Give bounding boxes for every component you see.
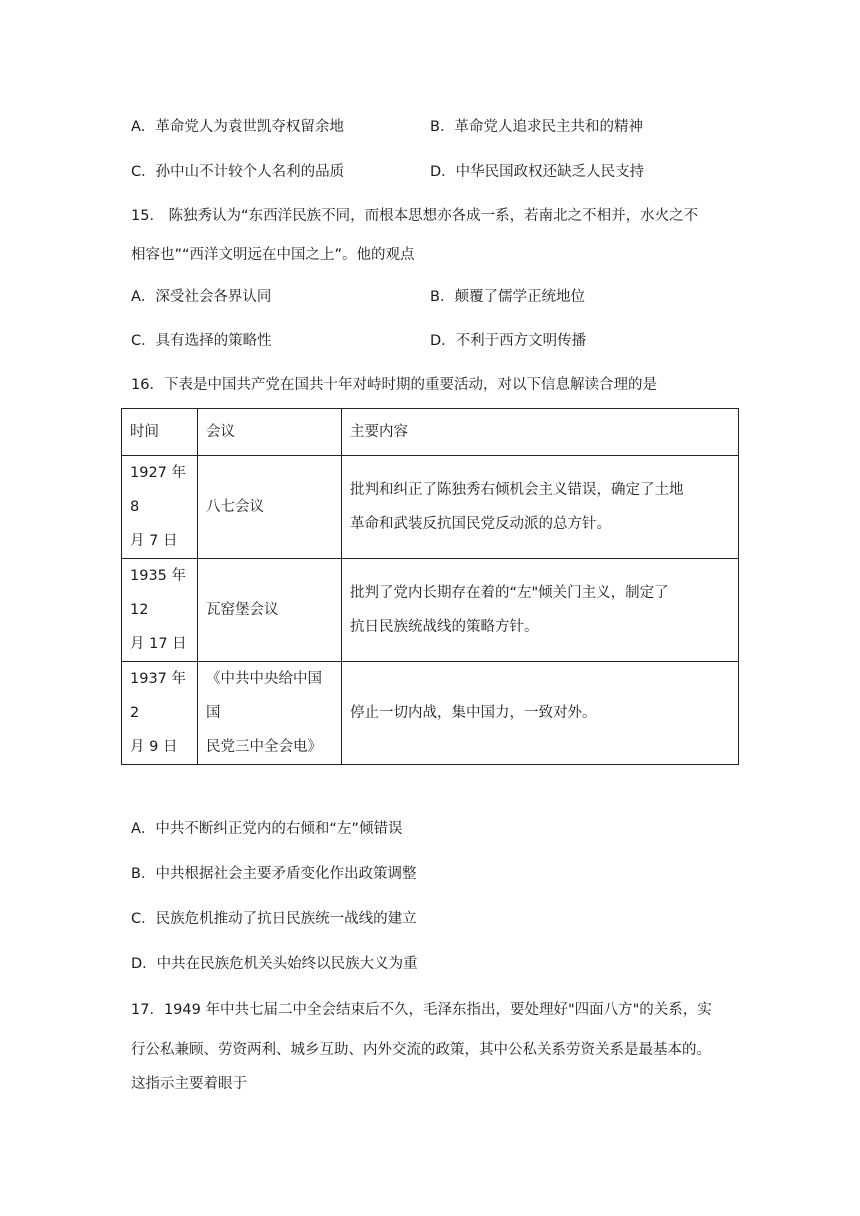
cell-line: 月 17 日 — [130, 636, 187, 652]
cell-time — [122, 662, 198, 765]
cell-content — [342, 662, 739, 765]
option-letter: B． — [131, 866, 156, 882]
q17-stem-line-2: 行公私兼顾、劳资两利、城乡互助、内外交流的政策，其中公私关系劳资关系是最基本的。 — [131, 1042, 711, 1058]
cell-line: 月 7 日 — [130, 533, 178, 549]
option-letter: A． — [131, 821, 156, 837]
q15-stem-line-2: 相容也”“西洋文明远在中国之上”。他的观点 — [131, 247, 415, 263]
table-row — [122, 456, 739, 559]
option-text: 孙中山不计较个人名利的品质 — [155, 164, 345, 180]
option-letter: C． — [131, 333, 156, 349]
cell-line: 月 9 日 — [130, 739, 178, 755]
cell-content — [342, 456, 739, 559]
q16-option-d — [131, 954, 418, 974]
cell-line: 抗日民族统战线的策略方针。 — [350, 619, 539, 635]
q16-option-a — [131, 819, 402, 839]
option-letter: D． — [430, 164, 456, 180]
q17-stem-line-1: 17．1949 年中共七届二中全会结束后不久，毛泽东指出，要处理好"四面八方"的关系，实 — [131, 1002, 712, 1018]
cell-line: 民党三中全会电》 — [206, 739, 322, 755]
cell-meeting — [198, 559, 342, 662]
cell-line: 1937 年 2 — [130, 671, 187, 721]
table-row — [122, 662, 739, 765]
cell-line: 《中共中央给中国国 — [206, 671, 322, 721]
option-letter: A． — [131, 289, 156, 305]
table-row — [122, 559, 739, 662]
cell-line: 1935 年 12 — [130, 568, 187, 618]
q16-option-b — [131, 864, 416, 884]
table-header-row — [122, 409, 739, 456]
cell-line: 革命和武装反抗国民党反动派的总方针。 — [350, 516, 611, 532]
q16-option-c — [131, 909, 417, 929]
q15-option-b — [430, 287, 585, 307]
option-letter: C． — [131, 164, 156, 180]
q17-stem-line-3: 这指示主要着眼于 — [131, 1076, 247, 1092]
option-letter: D． — [131, 956, 157, 972]
cell-line: 瓦窑堡会议 — [206, 602, 279, 618]
option-letter: B． — [430, 119, 455, 135]
option-letter: B． — [430, 289, 455, 305]
q14-option-c — [131, 162, 344, 182]
option-text: 颠覆了儒学正统地位 — [454, 289, 585, 305]
option-letter: D． — [430, 333, 456, 349]
q15-option-a — [131, 287, 271, 307]
q14-option-a — [131, 117, 344, 137]
q15-option-d — [430, 331, 586, 351]
option-letter: C． — [131, 911, 156, 927]
option-text: 不利于西方文明传播 — [455, 333, 587, 349]
header-time: 时间 — [122, 409, 198, 456]
cell-time — [122, 456, 198, 559]
option-text: 中华民国政权还缺乏人民支持 — [455, 164, 645, 180]
q15-option-c — [131, 331, 272, 351]
option-text: 深受社会各界认同 — [155, 289, 272, 305]
option-text: 革命党人为袁世凯夺权留余地 — [155, 119, 344, 135]
cell-line: 批判了党内长期存在着的“左"倾关门主义，制定了 — [350, 585, 669, 601]
option-text: 革命党人追求民主共和的精神 — [454, 119, 643, 135]
cell-meeting — [198, 456, 342, 559]
cell-meeting — [198, 662, 342, 765]
q14-option-b — [430, 117, 643, 137]
cell-line: 1927 年 8 — [130, 465, 187, 515]
option-text: 中共不断纠正党内的右倾和“左”倾错误 — [155, 821, 403, 837]
cell-line: 批判和纠正了陈独秀右倾机会主义错误，确定了土地 — [350, 482, 684, 498]
option-text: 中共在民族危机关头始终以民族大义为重 — [156, 956, 418, 972]
cell-line: 停止一切内战，集中国力，一致对外。 — [350, 705, 597, 721]
q15-stem-line-1: 15． 陈独秀认为“东西洋民族不同，而根本思想亦各成一系，若南北之不相并，水火之不 — [131, 208, 699, 224]
option-text: 具有选择的策略性 — [155, 333, 272, 349]
cell-time — [122, 559, 198, 662]
q16-table — [121, 408, 739, 765]
option-text: 民族危机推动了抗日民族统一战线的建立 — [155, 911, 417, 927]
option-letter: A． — [131, 119, 156, 135]
q16-stem: 16．下表是中国共产党在国共十年对峙时期的重要活动，对以下信息解读合理的是 — [131, 377, 657, 393]
cell-line: 八七会议 — [206, 499, 264, 515]
cell-content — [342, 559, 739, 662]
q14-option-d — [430, 162, 644, 182]
option-text: 中共根据社会主要矛盾变化作出政策调整 — [155, 866, 417, 882]
header-content: 主要内容 — [342, 409, 739, 456]
header-meeting: 会议 — [198, 409, 342, 456]
